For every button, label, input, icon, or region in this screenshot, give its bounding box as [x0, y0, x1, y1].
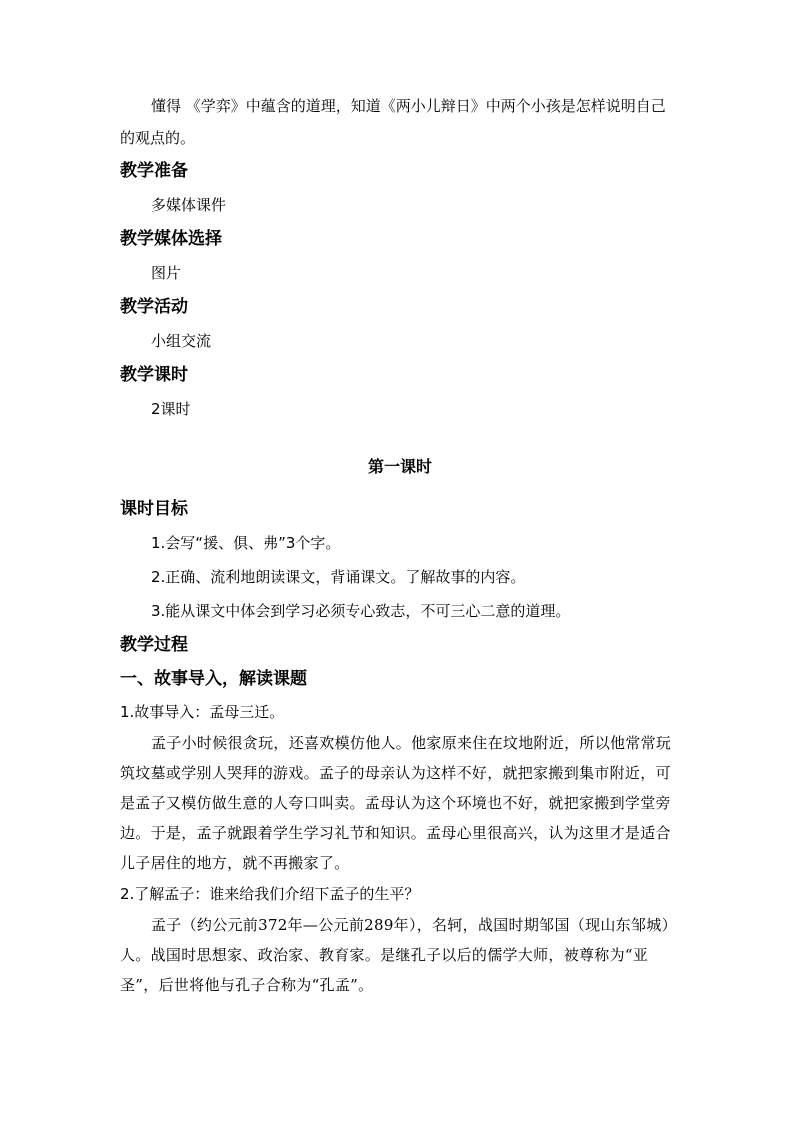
lesson-goal-item: 2.正确、流利地朗读课文，背诵课文。了解故事的内容。	[151, 568, 526, 586]
process-title: 教学过程	[120, 635, 188, 655]
lesson-goal-item: 3.能从课文中体会到学习必须专心致志，不可三心二意的道理。	[151, 602, 571, 620]
step-item-2: 2.了解孟子：谁来给我们介绍下孟子的生平？	[120, 885, 420, 903]
section-value-media: 图片	[151, 264, 182, 282]
document-body	[120, 90, 680, 1000]
section-value-hours: 2课时	[151, 400, 191, 418]
step1-title: 一、故事导入，解读课题	[120, 669, 307, 689]
section-title-prep: 教学准备	[120, 161, 188, 181]
section-value-activity: 小组交流	[151, 332, 212, 350]
step-item-1: 1.故事导入：孟母三迁。	[120, 703, 285, 721]
intro-goal-text: 懂得 《学弈》中蕴含的道理，知道《两小儿辩日》中两个小孩是怎样说明自己的观点的。	[120, 97, 666, 147]
lesson-goals-title: 课时目标	[120, 499, 188, 519]
section-title-hours: 教学课时	[120, 365, 188, 385]
section-title-activity: 教学活动	[120, 297, 188, 317]
lesson-title: 第一课时	[367, 457, 432, 476]
section-title-media: 教学媒体选择	[120, 229, 222, 249]
story-paragraph: 孟子小时候很贪玩，还喜欢模仿他人。他家原来住在坟地附近，所以他常常玩筑坟墓或学别人哭拜的游戏。孟子的母亲认为这样不好，就把家搬到集市附近，可是孟子又模仿做生意的人夸口叫卖。孟母认为这个环境也不好，就把家搬到学堂旁边。于是，孟子就跟着学生学习礼节和知识。孟母心里很高兴，认为这里才是适合儿子居住的地方，就不再搬家了。	[120, 734, 672, 872]
section-value-prep: 多媒体课件	[151, 196, 227, 214]
lesson-goal-item: 1.会写“援、俱、弗”3个字。	[151, 534, 341, 552]
bio-paragraph: 孟子（约公元前372年—公元前289年），名轲，战国时期邹国（现山东邹城）人。战国时思想家、政治家、教育家。是继孔子以后的儒学大师，被尊称为“亚圣”，后世将他与孔子合称为“孔孟”。	[120, 916, 677, 994]
